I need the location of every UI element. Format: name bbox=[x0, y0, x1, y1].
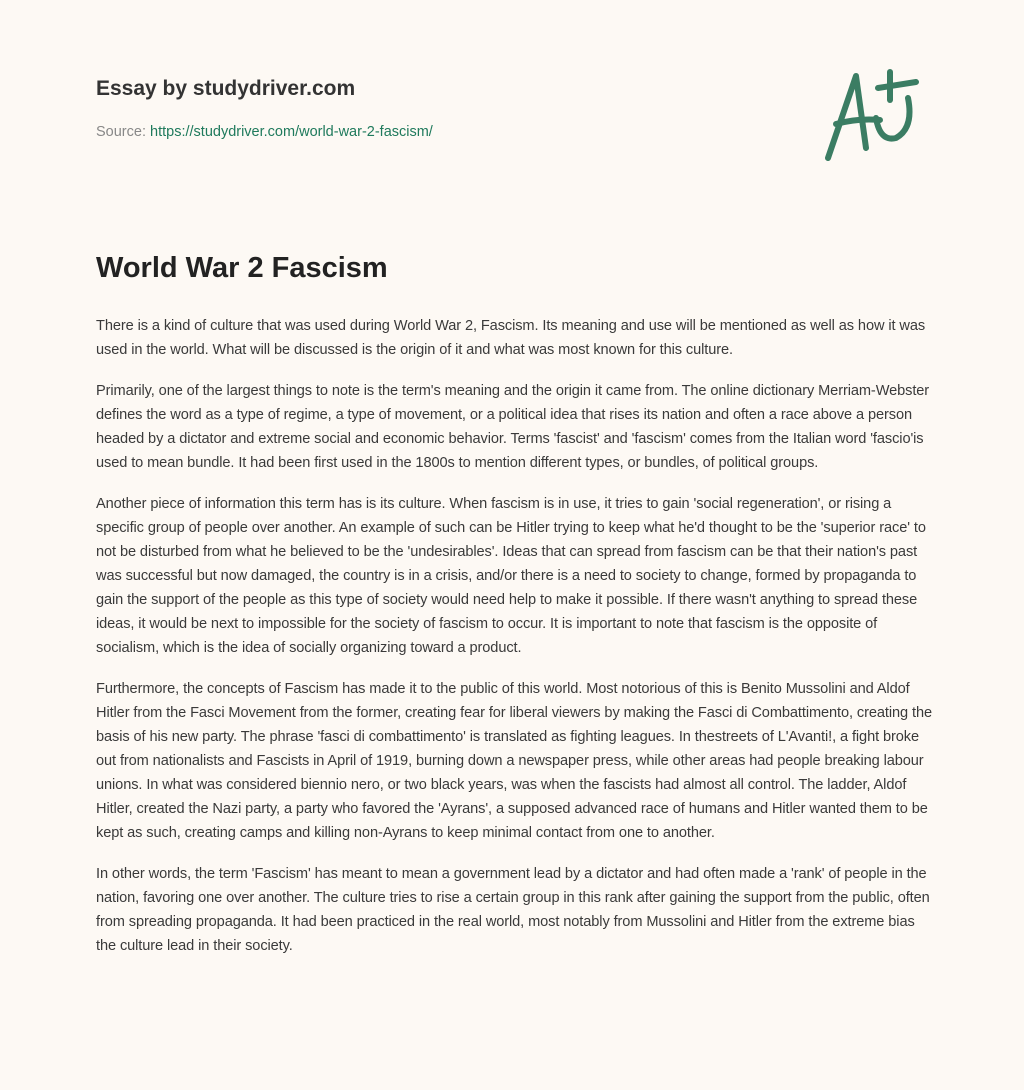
paragraph: Furthermore, the concepts of Fascism has made it to the public of this world. Most notorious of this is Benito Mussolini and Aldof Hitler from the Fasci Movement from the former, creating fear for liberal viewers by making the Fasci di Combattimento, creating the basis of his new party. The phrase 'fasci di combattimento' is translated as fighting leagues. In thestreets of L'Avanti!, a fight broke out from nationalists and Fascists in April of 1919, burning down a newspaper press, while other areas had people breaking labour unions. In what was considered biennio nero, or two black years, was when the fascists had almost all control. The ladder, Aldof Hitler, created the Nazi party, a party who favored the 'Ayrans', a supposed advanced race of humans and Hitler wanted them to be kept as such, creating camps and killing non-Ayrans to keep minimal contact from one to another. bbox=[96, 681, 932, 841]
source-link[interactable]: https://studydriver.com/world-war-2-fascism/ bbox=[150, 124, 433, 140]
a-plus-logo-icon bbox=[818, 68, 928, 164]
site-title: Essay by studydriver.com bbox=[96, 77, 356, 100]
paragraph: There is a kind of culture that was used during World War 2, Fascism. Its meaning and use will be mentioned as well as how it was used in the world. What will be discussed is the origin of it and what was most known for this culture. bbox=[96, 318, 926, 358]
source-label: Source: bbox=[96, 124, 146, 140]
paragraph: In other words, the term 'Fascism' has meant to mean a government lead by a dictator and had often made a 'rank' of people in the nation, favoring one over another. The culture tries to rise a certain group in this rank after gaining the support from the public, often from spreading propaganda. It had been practiced in the real world, most notably from Mussolini and Hitler from the extreme bias the culture lead in their society. bbox=[96, 866, 930, 954]
paragraph: Another piece of information this term has is its culture. When fascism is in use, it tries to gain 'social regeneration', or rising a specific group of people over another. An example of such can be Hitler trying to keep what he'd thought to be the 'superior race' to not be disturbed from what he believed to be the 'undesirables'. Ideas that can spread from fascism can be that their nation's past was successful but now damaged, the country is in a crisis, and/or there is a need to society to change, formed by propaganda to gain the support of the people as this type of society would need help to make it possible. If there wasn't anything to spread these ideas, it would be next to impossible for the society of fascism to occur. It is important to note that fascism is the opposite of socialism, which is the idea of socially organizing toward a product. bbox=[96, 496, 926, 656]
source-line bbox=[96, 124, 433, 140]
article-body bbox=[96, 314, 936, 975]
paragraph: Primarily, one of the largest things to note is the term's meaning and the origin it came from. The online dictionary Merriam-Webster defines the word as a type of regime, a type of movement, or a political idea that rises its nation and often a race above a person headed by a dictator and extreme social and economic behavior. Terms 'fascist' and 'fascism' comes from the Italian word 'fascio'is used to mean bundle. It had been first used in the 1800s to mention different types, or bundles, of political groups. bbox=[96, 383, 930, 471]
page-title: World War 2 Fascism bbox=[96, 252, 388, 284]
